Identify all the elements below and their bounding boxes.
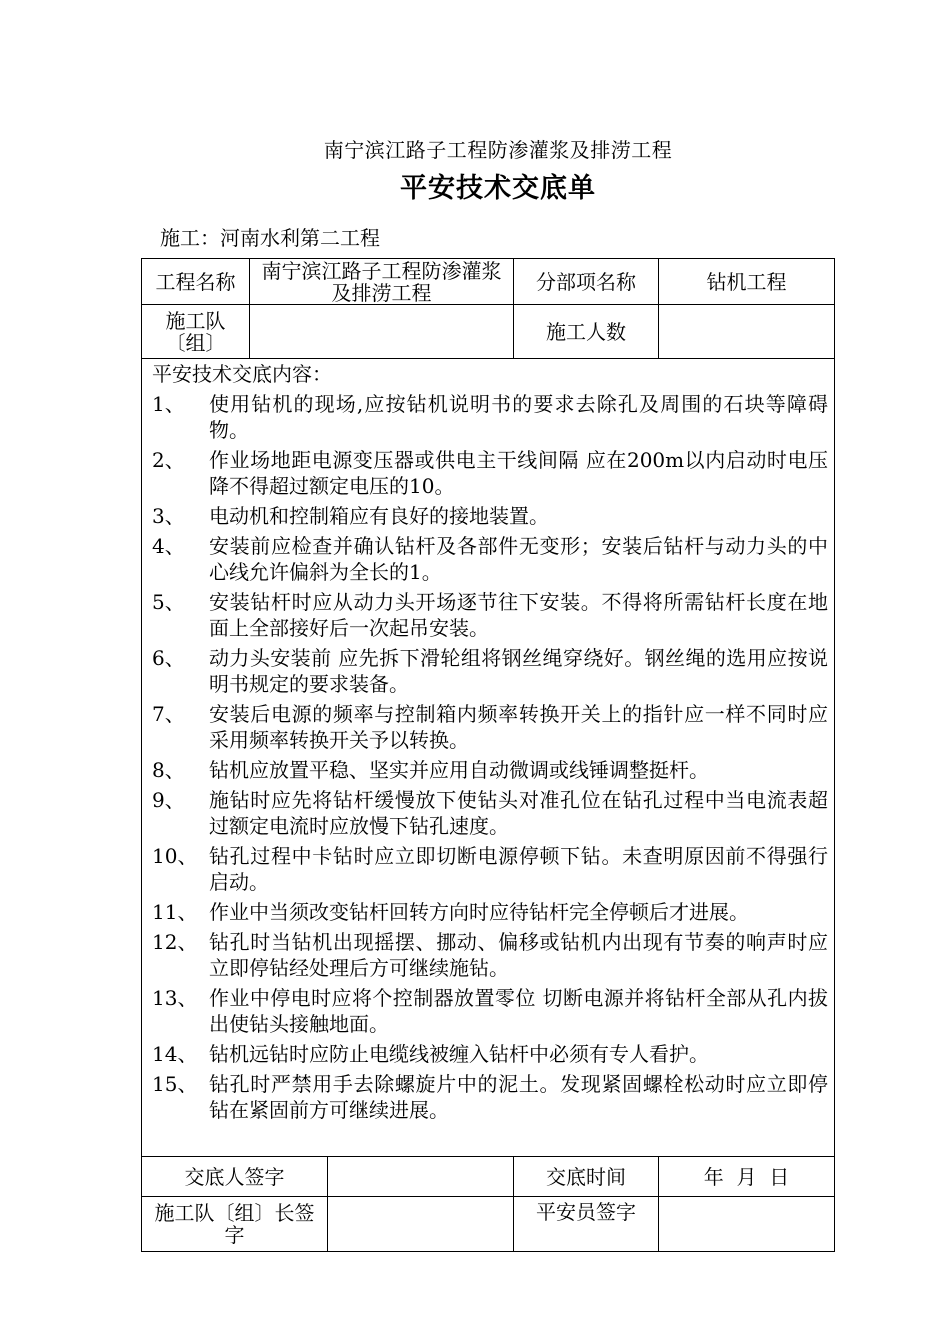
item-number: 3、	[152, 504, 185, 528]
worker-count-value	[659, 305, 835, 359]
worker-count-label: 施工人数	[514, 305, 659, 359]
sub-item-label: 分部项名称	[514, 259, 659, 305]
form-row-project	[142, 259, 835, 305]
item-number: 7、	[152, 702, 185, 726]
item-number: 8、	[152, 758, 185, 782]
item-number: 14、	[152, 1042, 198, 1066]
form-row-content	[142, 359, 835, 1157]
list-item	[152, 533, 828, 585]
item-number: 1、	[152, 392, 185, 416]
list-item	[152, 701, 828, 753]
item-number: 4、	[152, 534, 185, 558]
item-number: 13、	[152, 986, 198, 1010]
item-text: 使用钻机的现场,应按钻机说明书的要求去除孔及周围的石块等障碍物。	[209, 392, 828, 442]
item-text: 安装前应检查并确认钻杆及各部件无变形；安装后钻杆与动力头的中心线允许偏斜为全长的1。	[209, 534, 828, 584]
project-name-value: 南宁滨江路子工程防渗灌浆及排涝工程	[250, 259, 514, 305]
item-text: 动力头安装前 应先拆下滑轮组将钢丝绳穿绕好。钢丝绳的选用应按说明书规定的要求装备。	[209, 646, 828, 696]
item-text: 作业中当须改变钻杆回转方向时应待钻杆完全停顿后才进展。	[209, 900, 749, 924]
briefing-content-cell	[142, 359, 835, 1157]
briefing-items-list	[152, 391, 828, 1123]
item-text: 安装后电源的频率与控制箱内频率转换开关上的指针应一样不同时应采用频率转换开关予以转换。	[209, 702, 828, 752]
item-text: 作业中停电时应将个控制器放置零位 切断电源并将钻杆全部从孔内拔出使钻头接触地面。	[209, 986, 828, 1036]
list-item	[152, 787, 828, 839]
sub-item-value: 钻机工程	[659, 259, 835, 305]
item-number: 11、	[152, 900, 198, 924]
team-leader-value	[328, 1197, 514, 1252]
item-number: 6、	[152, 646, 185, 670]
list-item	[152, 985, 828, 1037]
list-item	[152, 1071, 828, 1123]
safety-officer-label: 平安员签字	[514, 1197, 659, 1252]
list-item	[152, 1041, 828, 1067]
team-value	[250, 305, 514, 359]
item-number: 9、	[152, 788, 185, 812]
list-item	[152, 503, 828, 529]
signer-label: 交底人签字	[142, 1157, 328, 1197]
item-text: 钻孔时严禁用手去除螺旋片中的泥土。发现紧固螺栓松动时应立即停钻在紧固前方可继续进展。	[209, 1072, 828, 1122]
safety-officer-value	[659, 1197, 835, 1252]
content-heading: 平安技术交底内容：	[152, 362, 332, 386]
item-number: 12、	[152, 930, 198, 954]
item-number: 10、	[152, 844, 198, 868]
list-item	[152, 757, 828, 783]
list-item	[152, 843, 828, 895]
item-text: 作业场地距电源变压器或供电主干线间隔 应在200m以内启动时电压降不得超过额定电压的10。	[209, 448, 828, 498]
time-label: 交底时间	[514, 1157, 659, 1197]
list-item	[152, 929, 828, 981]
list-item	[152, 589, 828, 641]
list-item	[152, 391, 828, 443]
document-title: 平安技术交底单	[400, 173, 596, 204]
item-text: 施钻时应先将钻杆缓慢放下使钻头对准孔位在钻孔过程中当电流表超过额定电流时应放慢下钻孔速度。	[209, 788, 828, 838]
form-row-signer	[142, 1157, 835, 1197]
team-label: 施工队〔组〕	[142, 305, 250, 359]
form-row-team	[142, 305, 835, 359]
form-row-team-leader	[142, 1197, 835, 1252]
document-subtitle: 南宁滨江路子工程防渗灌浆及排涝工程	[323, 138, 673, 162]
item-text: 钻机远钻时应防止电缆线被缠入钻杆中必须有专人看护。	[209, 1042, 709, 1066]
briefing-form-table	[141, 258, 835, 1252]
list-item	[152, 645, 828, 697]
list-item	[152, 447, 828, 499]
item-text: 安装钻杆时应从动力头开场逐节往下安装。不得将所需钻杆长度在地面上全部接好后一次起吊安装。	[209, 590, 828, 640]
team-leader-label: 施工队〔组〕长签字	[142, 1197, 328, 1252]
time-value: 年 月 日	[659, 1157, 835, 1197]
list-item	[152, 899, 828, 925]
item-number: 5、	[152, 590, 185, 614]
item-text: 钻孔时当钻机出现摇摆、挪动、偏移或钻机内出现有节奏的响声时应立即停钻经处理后方可继续施钻。	[209, 930, 828, 980]
item-text: 电动机和控制箱应有良好的接地装置。	[209, 504, 549, 528]
signer-value	[328, 1157, 514, 1197]
construction-unit: 施工：河南水利第二工程	[160, 226, 380, 250]
item-text: 钻机应放置平稳、坚实并应用自动微调或线锤调整挺杆。	[209, 758, 709, 782]
project-name-label: 工程名称	[142, 259, 250, 305]
item-text: 钻孔过程中卡钻时应立即切断电源停顿下钻。未查明原因前不得强行启动。	[209, 844, 828, 894]
item-number: 2、	[152, 448, 185, 472]
item-number: 15、	[152, 1072, 198, 1096]
